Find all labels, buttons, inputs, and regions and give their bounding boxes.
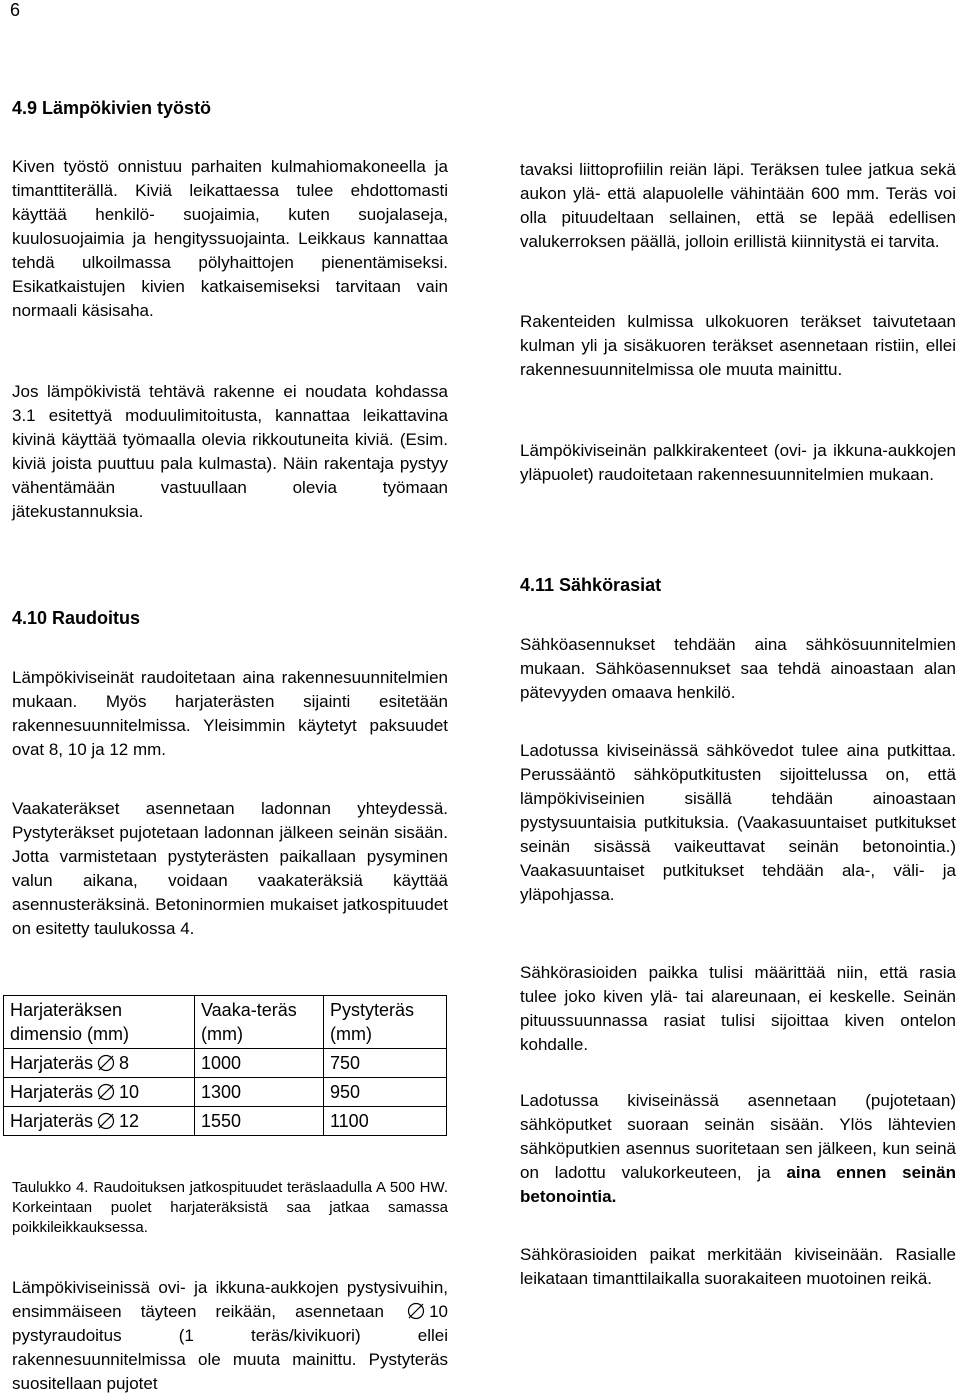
text-span: pystyraudoitus (1 teräs/kivikuori) ellei rakennesuunnitelmissa ole muuta mainittu. Pystyteräs suositellaan pujotet bbox=[12, 1326, 448, 1393]
paragraph: Sähkörasioiden paikka tulisi määrittää niin, että rasia tulee joko kiven ylä- tai alareunaan, ei keskelle. Seinän pituussuunnassa rasiat tulisi sijoittaa kiven ontelon kohdalle. bbox=[520, 963, 956, 1054]
table-header-cell: Pystyteräs (mm) bbox=[324, 996, 447, 1049]
rebar-size: 10 bbox=[119, 1082, 140, 1102]
paragraph: Kiven työstö onnistuu parhaiten kulmahiomakoneella ja timanttiterällä. Kiviä leikattaessa tulee ehdottomasti käyttää henkilö- suojaimia, kuten suojalaseja, kuulosuojaimia ja hengityssuojainta. Leikkaus kannattaa tehdä ulkoilmassa pölyhaittojen pienentämiseksi. Esikatkaistujen kivien katkaisemiseksi tarvitaan vain normaali käsisaha. bbox=[12, 157, 448, 320]
diameter-icon bbox=[97, 1054, 115, 1072]
rebar-label: Harjateräs bbox=[10, 1082, 94, 1102]
table-cell: 950 bbox=[324, 1078, 447, 1107]
table-row bbox=[4, 1107, 447, 1136]
table-cell bbox=[4, 1107, 195, 1136]
rebar-label: Harjateräs bbox=[10, 1053, 94, 1073]
paragraph: tavaksi liittoprofiilin reiän läpi. Teräksen tulee jatkua sekä aukon ylä- että alapuolelle vähintään 600 mm. Teräs voi olla pituudeltaan sellainen, että se lepää edellisen valukerroksen päällä, jolloin erillistä kiinnitystä ei tarvita. bbox=[520, 160, 956, 251]
diameter-icon bbox=[407, 1302, 425, 1320]
table-header-cell: Vaaka-teräs (mm) bbox=[195, 996, 324, 1049]
table-row bbox=[4, 1049, 447, 1078]
diameter-icon bbox=[97, 1083, 115, 1101]
paragraph: Sähköasennukset tehdään aina sähkösuunnitelmien mukaan. Sähköasennukset saa tehdä ainoastaan alan pätevyyden omaava henkilö. bbox=[520, 635, 956, 702]
paragraph: Lämpökiviseinät raudoitetaan aina rakennesuunnitelmien mukaan. Myös harjaterästen sijainti esitetään rakennesuunnitelmissa. Yleisimmin käytetyt paksuudet ovat 8, 10 ja 12 mm. bbox=[12, 668, 448, 759]
table-header-row bbox=[4, 996, 447, 1049]
table-caption: Taulukko 4. Raudoituksen jatkospituudet teräslaadulla A 500 HW. Korkeintaan puolet harjateräksistä saa jatkaa samassa poikkileikkauksessa. bbox=[12, 1179, 448, 1236]
table-cell: 1100 bbox=[324, 1107, 447, 1136]
rebar-size: 12 bbox=[119, 1111, 140, 1131]
paragraph: Vaakateräkset asennetaan ladonnan yhteydessä. Pystyteräkset pujotetaan ladonnan jälkeen seinän sisään. Jotta varmistetaan pystyterästen paikallaan pysyminen valun aikana, voidaan vaakateräksiä käyttää asennusteräksinä. Betoninormien mukaiset jatkospituudet on esitetty taulukossa 4. bbox=[12, 799, 448, 938]
paragraph: Ladotussa kiviseinässä sähkövedot tulee aina putkittaa. Perussääntö sähköputkitusten sijoittelussa on, että lämpökiviseinien sisällä tehdään ainoastaan pystysuuntaisia putkituksia. (Vaakasuuntaiset putkitukset seinän sisässä vaikeuttavat seinän betonointia.) Vaakasuuntaiset putkitukset tehdään ala-, väli- ja yläpohjassa. bbox=[520, 741, 956, 904]
paragraph: Sähkörasioiden paikat merkitään kiviseinään. Rasialle leikataan timanttilaikalla suorakaiteen muotoinen reikä. bbox=[520, 1245, 956, 1288]
paragraph: Rakenteiden kulmissa ulkokuoren teräkset taivutetaan kulman yli ja sisäkuoren teräkset asennetaan ristiin, ellei rakennesuunnitelmissa ole muuta mainittu. bbox=[520, 312, 956, 379]
text-span: Ladotussa kiviseinässä asennetaan (pujotetaan) sähköputket suoraan seinän sisään. Ylös lähtevien sähköputkien asennus suoritetaan sen jälkeen, kun seinä on ladottu valukorkeuteen, ja bbox=[520, 1091, 956, 1182]
table-cell bbox=[4, 1049, 195, 1078]
paragraph: Lämpökiviseinän palkkirakenteet (ovi- ja ikkuna-aukkojen yläpuolet) raudoitetaan rakennesuunnitelmien mukaan. bbox=[520, 441, 956, 484]
heading-4-11: 4.11 Sähkörasiat bbox=[520, 575, 662, 595]
heading-4-10: 4.10 Raudoitus bbox=[12, 608, 141, 628]
table-header-cell: Harjateräksen dimensio (mm) bbox=[4, 996, 195, 1049]
paragraph bbox=[520, 1089, 956, 1209]
table-cell: 1300 bbox=[195, 1078, 324, 1107]
rebar-size: 10 bbox=[429, 1302, 448, 1321]
bold-emphasis: aina ennen seinän betonointia. bbox=[520, 1163, 956, 1206]
rebar-label: Harjateräs bbox=[10, 1111, 94, 1131]
table-cell: 1000 bbox=[195, 1049, 324, 1078]
table-cell: 750 bbox=[324, 1049, 447, 1078]
rebar-size: 8 bbox=[119, 1053, 130, 1073]
table-cell: 1550 bbox=[195, 1107, 324, 1136]
heading-4-9: 4.9 Lämpökivien työstö bbox=[12, 98, 212, 118]
page-number: 6 bbox=[10, 0, 21, 20]
table-cell bbox=[4, 1078, 195, 1107]
rebar-splice-table bbox=[3, 995, 447, 1136]
diameter-icon bbox=[97, 1112, 115, 1130]
table-row bbox=[4, 1078, 447, 1107]
paragraph bbox=[12, 1276, 448, 1396]
text-span: Lämpökiviseinissä ovi- ja ikkuna-aukkojen pystysivuihin, ensimmäiseen täyteen reikään, asennetaan bbox=[12, 1278, 448, 1321]
paragraph: Jos lämpökivistä tehtävä rakenne ei noudata kohdassa 3.1 esitettyä moduulimitoitusta, kannattaa leikattavina kivinä käyttää työmaalla olevia rikkoutuneita kiviä. (Esim. kiviä joista puuttuu pala kulmasta). Näin rakentaja pystyy vähentämään vastuullaan olevia työmaan jätekustannuksia. bbox=[12, 382, 448, 521]
